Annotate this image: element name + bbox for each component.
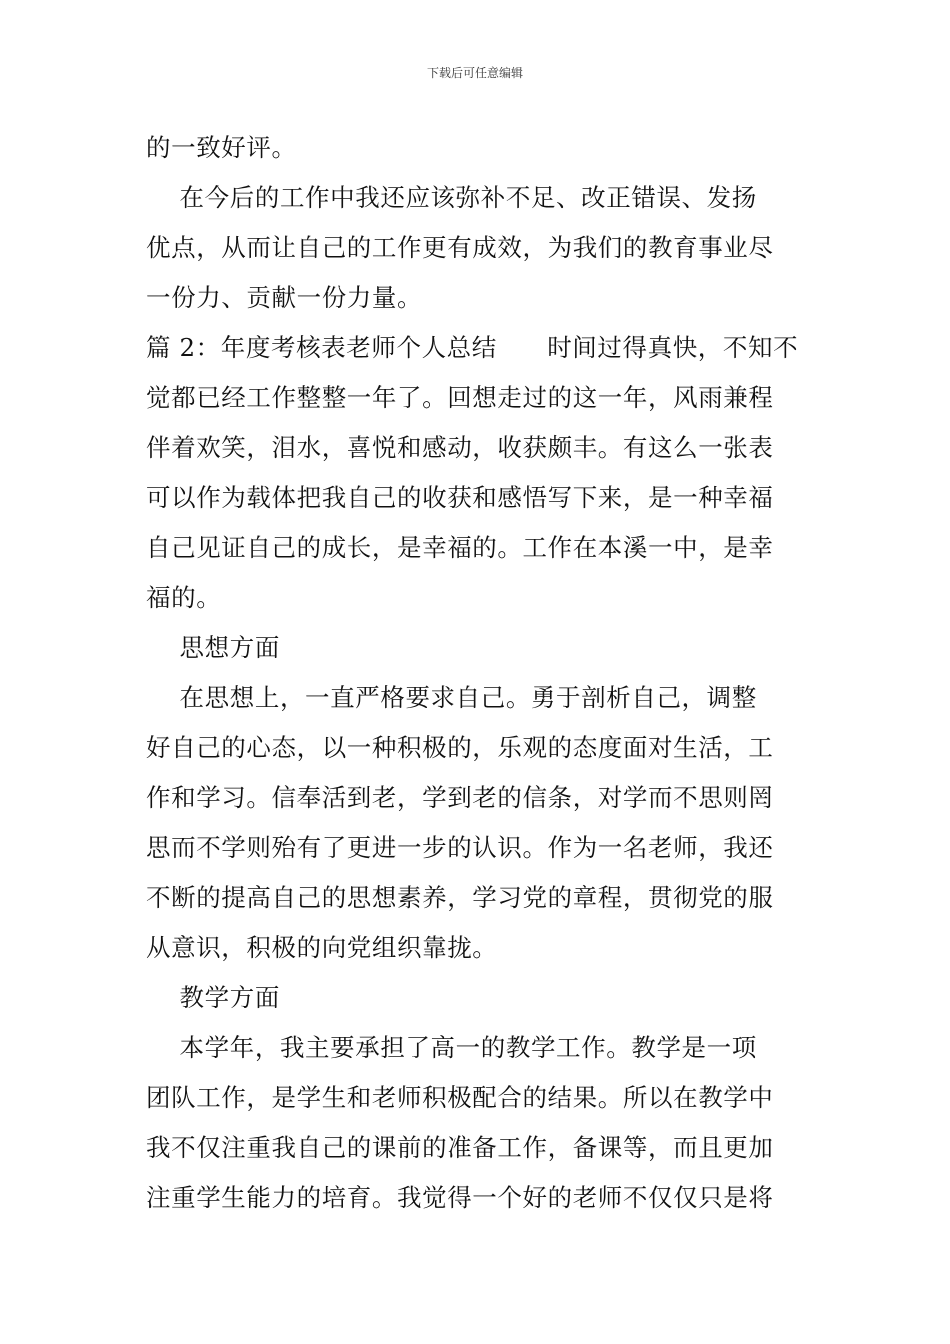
text-line: 一份力、贡献一份力量。 [146, 283, 423, 312]
text-line: 可以作为载体把我自己的收获和感悟写下来，是一种幸福 [146, 483, 774, 512]
subheading-teaching: 教学方面 [146, 983, 280, 1012]
text-line: 的一致好评。 [146, 133, 297, 162]
text-line: 团队工作，是学生和老师积极配合的结果。所以在教学中 [146, 1083, 774, 1112]
subheading-thought: 思想方面 [146, 633, 280, 662]
text-line: 注重学生能力的培育。我觉得一个好的老师不仅仅只是将 [146, 1183, 774, 1212]
text-line: 在思想上，一直严格要求自己。勇于剖析自己，调整 [146, 683, 757, 712]
text-line: 从意识，积极的向党组织靠拢。 [146, 933, 498, 962]
text-line: 本学年，我主要承担了高一的教学工作。教学是一项 [146, 1033, 757, 1062]
text-line: 我不仅注重我自己的课前的准备工作，备课等，而且更加 [146, 1133, 774, 1162]
text-line: 伴着欢笑，泪水，喜悦和感动，收获颇丰。有这么一张表 [146, 433, 774, 462]
text-line: 在今后的工作中我还应该弥补不足、改正错误、发扬 [146, 183, 757, 212]
text-line: 思而不学则殆有了更进一步的认识。作为一名老师，我还 [146, 833, 774, 862]
text-line: 福的。 [146, 583, 222, 612]
section-heading-line: 篇 2：年度考核表老师个人总结 时间过得真快，不知不 [146, 333, 799, 362]
text-line: 自己见证自己的成长，是幸福的。工作在本溪一中，是幸 [146, 533, 774, 562]
page-header: 下载后可任意编辑 [426, 66, 523, 80]
text-line: 觉都已经工作整整一年了。回想走过的这一年，风雨兼程 [146, 383, 774, 412]
text-line: 作和学习。信奉活到老，学到老的信条，对学而不思则罔 [146, 783, 774, 812]
text-line: 不断的提高自己的思想素养，学习党的章程，贯彻党的服 [146, 883, 774, 912]
text-line: 好自己的心态，以一种积极的，乐观的态度面对生活，工 [146, 733, 774, 762]
text-line: 优点，从而让自己的工作更有成效，为我们的教育事业尽 [146, 233, 774, 262]
